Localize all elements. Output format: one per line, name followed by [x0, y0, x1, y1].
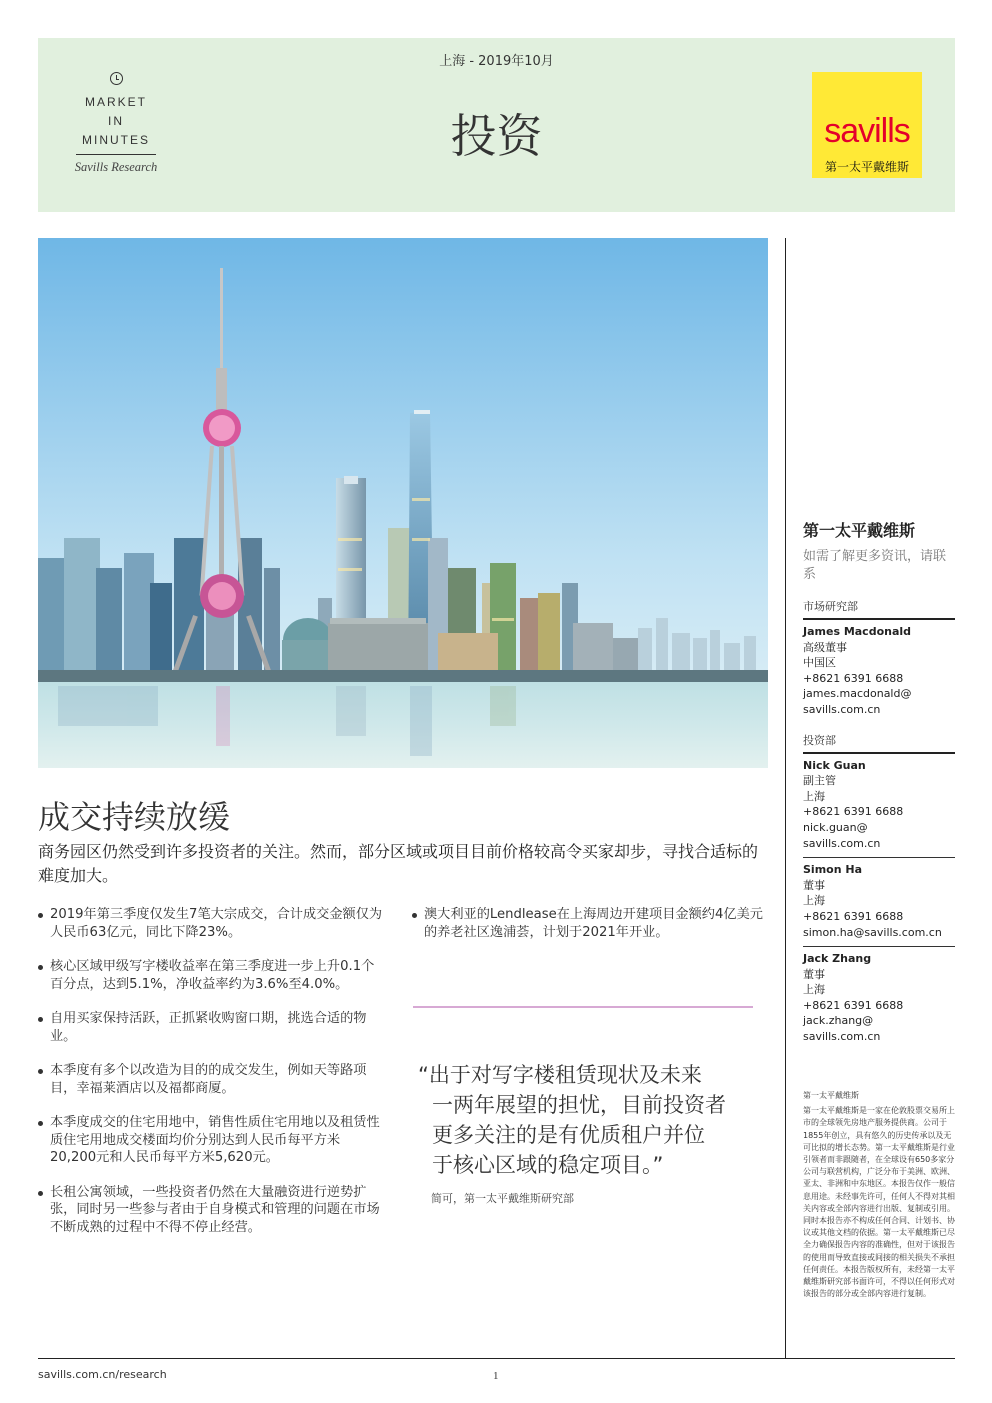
contact-email[interactable]: jack.zhang@: [803, 1014, 874, 1028]
contact-title: 董事: [803, 967, 825, 981]
section-label-research: 市场研究部: [803, 598, 955, 620]
shanghai-skyline-photo: [38, 238, 768, 768]
bullet-list-left: [38, 906, 383, 1253]
lead-paragraph: 商务园区仍然受到许多投资者的关注。然而，部分区域或项目目前价格较高令买家却步，寻找合适标的难度加大。: [38, 842, 759, 885]
quote-line: 更多关注的是有优质租户并位: [432, 1123, 705, 1147]
contact-card: [803, 858, 955, 947]
bullet-item: 核心区域甲级写字楼收益率在第三季度进一步上升0.1个百分点，达到5.1%，净收益率约为3.6%至4.0%。: [38, 958, 383, 993]
contact-title: 高级董事: [803, 640, 847, 654]
contact-title: 副主管: [803, 774, 836, 788]
market-in-minutes-badge: [70, 72, 162, 175]
footer-link[interactable]: savills.com.cn/research: [38, 1368, 167, 1381]
contact-sidebar: [803, 520, 955, 1051]
contact-name: Jack Zhang: [803, 952, 872, 966]
logo-chinese-name: 第一太平戴维斯: [824, 160, 909, 174]
disclaimer-text: 第一太平戴维斯是一家在伦敦股票交易所上市的全球领先房地产服务提供商。公司于1855年创立，具有悠久的历史传承以及无可比拟的增长态势。第一太平戴维斯是行业引领者而非跟随者，在全球设有650多家分公司与联营机构，广泛分布于美洲、欧洲、亚太、非洲和中东地区。本报告仅作一般信息用途。未经事先许可，任何人不得对其相关内容或全部内容进行出版、复制或引用。同时本报告亦不构成任何合同、计划书、协议或其他文档的依据。第一太平戴维斯已尽全力确保报告内容的准确性，但对于该报告的使用而导致直接或间接的相关损失不承担任何责任。本报告版权所有，未经第一太平戴维斯研究部书面许可，不得以任何形式对该报告的部分或全部内容进行复制。: [803, 1106, 955, 1299]
savills-logo: [812, 72, 922, 178]
contact-email-domain[interactable]: savills.com.cn: [803, 702, 881, 716]
contact-email-domain[interactable]: savills.com.cn: [803, 836, 881, 850]
contact-region: 上海: [803, 983, 825, 997]
sidebar-title: 第一太平戴维斯: [803, 521, 916, 540]
contact-email-domain[interactable]: savills.com.cn: [803, 1030, 881, 1044]
page-number: 1: [493, 1370, 499, 1382]
contact-name: Simon Ha: [803, 863, 863, 877]
bullet-item: 本季度成交的住宅用地中，销售性质住宅用地以及租赁性质住宅用地成交楼面均价分别达到人民币每平方米20,200元和人民币每平方米5,620元。: [38, 1114, 383, 1167]
quote-source: 简可，第一太平戴维斯研究部: [431, 1192, 574, 1205]
contact-email[interactable]: james.macdonald@: [803, 687, 912, 701]
contact-card: [803, 947, 955, 1051]
contact-card: [803, 620, 955, 724]
series-divider: [76, 154, 156, 155]
quote-line: “出于对写字楼租赁现状及未来: [418, 1063, 702, 1087]
contact-phone[interactable]: +8621 6391 6688: [803, 909, 904, 923]
quote-line: 一两年展望的担忧，目前投资者: [432, 1093, 726, 1117]
contact-name: Nick Guan: [803, 758, 866, 772]
disclaimer: [803, 1090, 955, 1300]
series-line-1: MARKET: [84, 95, 147, 109]
page-title: 投资: [450, 109, 543, 163]
contact-email[interactable]: nick.guan@: [803, 820, 868, 834]
contact-region: 上海: [803, 894, 825, 908]
logo-brand: savills: [824, 112, 910, 150]
pull-quote: [418, 1060, 758, 1180]
bullet-item: 自用买家保持活跃，正抓紧收购窗口期，挑选合适的物业。: [38, 1010, 383, 1045]
quote-divider: [413, 1006, 753, 1008]
contact-title: 董事: [803, 878, 825, 892]
sidebar-divider: [785, 238, 786, 1358]
clock-icon: [110, 72, 123, 85]
contact-email[interactable]: simon.ha@savills.com.cn: [803, 925, 942, 939]
disclaimer-title: 第一太平戴维斯: [803, 1091, 859, 1100]
bullet-item: 长租公寓领域，一些投资者仍然在大量融资进行逆势扩张，同时另一些参与者由于自身模式和管理的问题在市场不断成熟的过程中不得不停止经营。: [38, 1184, 383, 1237]
contact-phone[interactable]: +8621 6391 6688: [803, 805, 904, 819]
section-label-investment: 投资部: [803, 732, 955, 754]
contact-region: 上海: [803, 789, 825, 803]
contact-name: James Macdonald: [803, 625, 912, 638]
bullet-item: 澳大利亚的Lendlease在上海周边开建项目金额约4亿美元的养老社区逸浦荟，计划于2021年开业。: [412, 906, 768, 941]
section-headline: 成交持续放缓: [38, 798, 231, 836]
bullet-list-right: [412, 906, 768, 958]
series-line-2: IN: [108, 114, 124, 128]
contact-region: 中国区: [803, 656, 836, 670]
quote-line: 于核心区域的稳定项目。”: [432, 1153, 664, 1177]
contact-card: [803, 754, 955, 859]
bullet-item: 2019年第三季度仅发生7笔大宗成交，合计成交金额仅为人民币63亿元，同比下降23%。: [38, 906, 383, 941]
report-date: 上海 - 2019年10月: [439, 54, 554, 69]
contact-phone[interactable]: +8621 6391 6688: [803, 671, 904, 685]
bullet-item: 本季度有多个以改造为目的的成交发生，例如天等路项目，幸福莱酒店以及福都商厦。: [38, 1062, 383, 1097]
series-line-3: MINUTES: [82, 133, 150, 147]
contact-phone[interactable]: +8621 6391 6688: [803, 998, 904, 1012]
series-subtitle: Savills Research: [74, 160, 158, 174]
sidebar-subtitle: 如需了解更多资讯，请联系: [803, 549, 947, 582]
footer-divider: [38, 1358, 955, 1359]
